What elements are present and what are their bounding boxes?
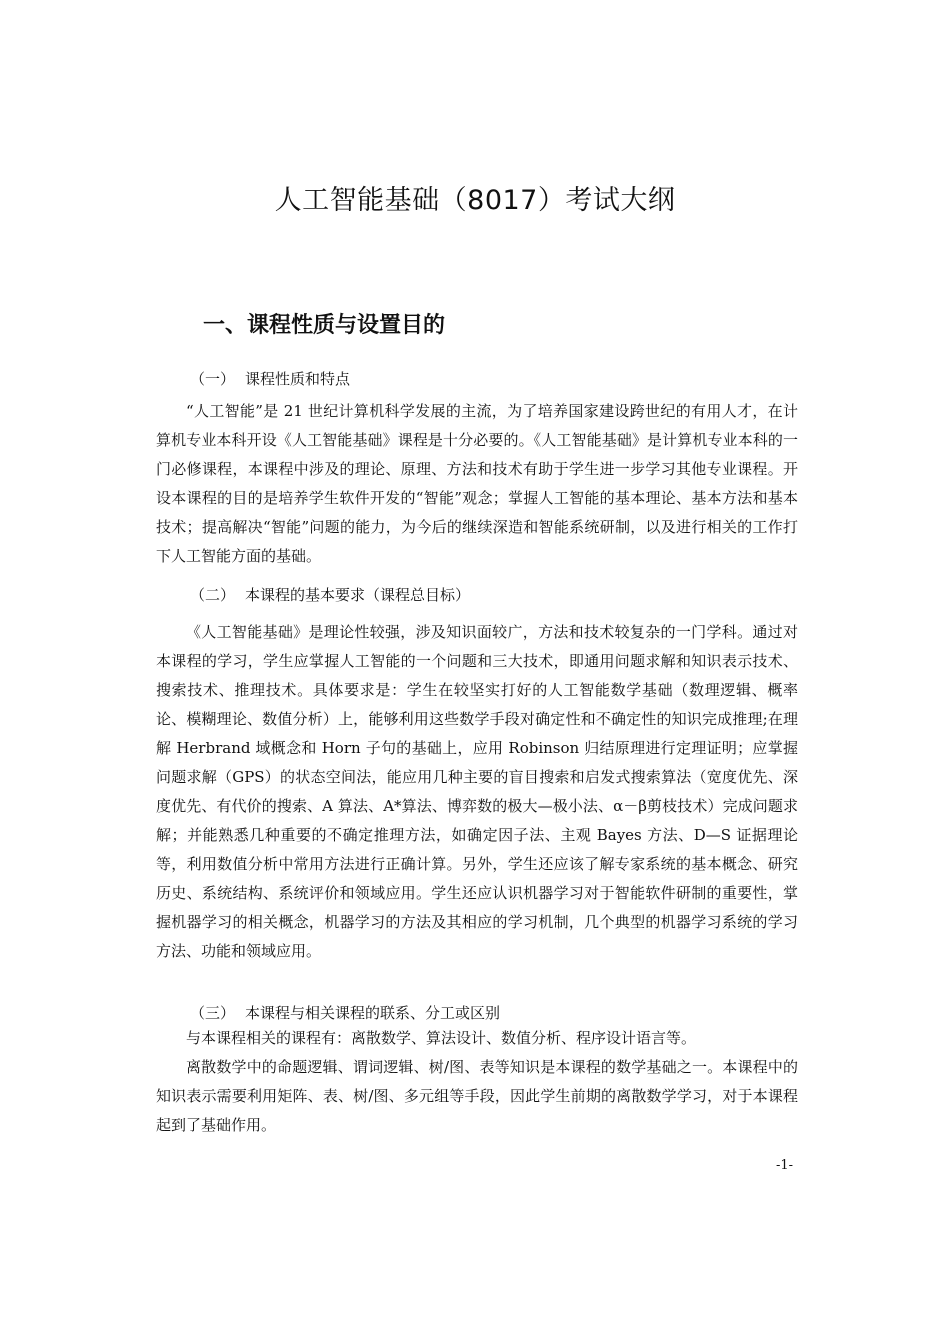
subsection-title: 本课程与相关课程的联系、分工或区别 <box>245 1004 501 1022</box>
subsection-heading-1 <box>190 368 350 389</box>
subsection-title: 课程性质和特点 <box>245 370 351 388</box>
subsection-number: （一） <box>190 370 236 388</box>
subsection-body-2 <box>156 618 798 966</box>
subsection-title: 本课程的基本要求（课程总目标） <box>245 586 471 604</box>
section-heading: 一、课程性质与设置目的 <box>203 313 446 338</box>
document-title: 人工智能基础（8017）考试大纲 <box>274 185 676 216</box>
paragraph: “人工智能”是 21 世纪计算机科学发展的主流，为了培养国家建设跨世纪的有用人才，在计算机专业本科开设《人工智能基础》课程是十分必要的。《人工智能基础》是计算机专业本科的一门必修课程，本课程中涉及的理论、原理、方法和技术有助于学生进一步学习其他专业课程。开设本课程的目的是培养学生软件开发的“智能”观念；掌握人工智能的基本理论、基本方法和基本技术；提高解决“智能”问题的能力，为今后的继续深造和智能系统研制，以及进行相关的工作打下人工智能方面的基础。 <box>156 402 798 565</box>
subsection-heading-2 <box>190 584 470 605</box>
subsection-body-3 <box>156 1024 798 1140</box>
subsection-number: （三） <box>190 1004 236 1022</box>
paragraph: 与本课程相关的课程有：离散数学、算法设计、数值分析、程序设计语言等。 <box>186 1029 697 1047</box>
paragraph: 离散数学中的命题逻辑、谓词逻辑、树/图、表等知识是本课程的数学基础之一。本课程中的知识表示需要利用矩阵、表、树/图、多元组等手段，因此学生前期的离散数学学习，对于本课程起到了基础作用。 <box>156 1058 798 1134</box>
subsection-number: （二） <box>190 586 236 604</box>
subsection-body-1 <box>156 397 798 571</box>
subsection-heading-3 <box>190 1002 500 1023</box>
page-number: -1- <box>776 1158 794 1173</box>
paragraph: 《人工智能基础》是理论性较强，涉及知识面较广，方法和技术较复杂的一门学科。通过对本课程的学习，学生应掌握人工智能的一个问题和三大技术，即通用问题求解和知识表示技术、搜索技术、推理技术。具体要求是：学生在较坚实打好的人工智能数学基础（数理逻辑、概率论、模糊理论、数值分析）上，能够利用这些数学手段对确定性和不确定性的知识完成推理;在理解 Herbrand 域概念和 Horn 子句的基础上，应用 Robinson 归结原理进行定理证明；应掌握问题求解（GPS）的状态空间法，能应用几种主要的盲目搜索和启发式搜索算法（宽度优先、深度优先、有代价的搜索、A 算法、A*算法、博弈数的极大—极小法、α－β剪枝技术）完成问题求解；并能熟悉几种重要的不确定推理方法，如确定因子法、主观 Bayes 方法、D—S 证据理论等，利用数值分析中常用方法进行正确计算。另外，学生还应该了解专家系统的基本概念、研究历史、系统结构、系统评价和领域应用。学生还应认识机器学习对于智能软件研制的重要性，掌握机器学习的相关概念，机器学习的方法及其相应的学习机制，几个典型的机器学习系统的学习方法、功能和领域应用。 <box>156 623 798 960</box>
